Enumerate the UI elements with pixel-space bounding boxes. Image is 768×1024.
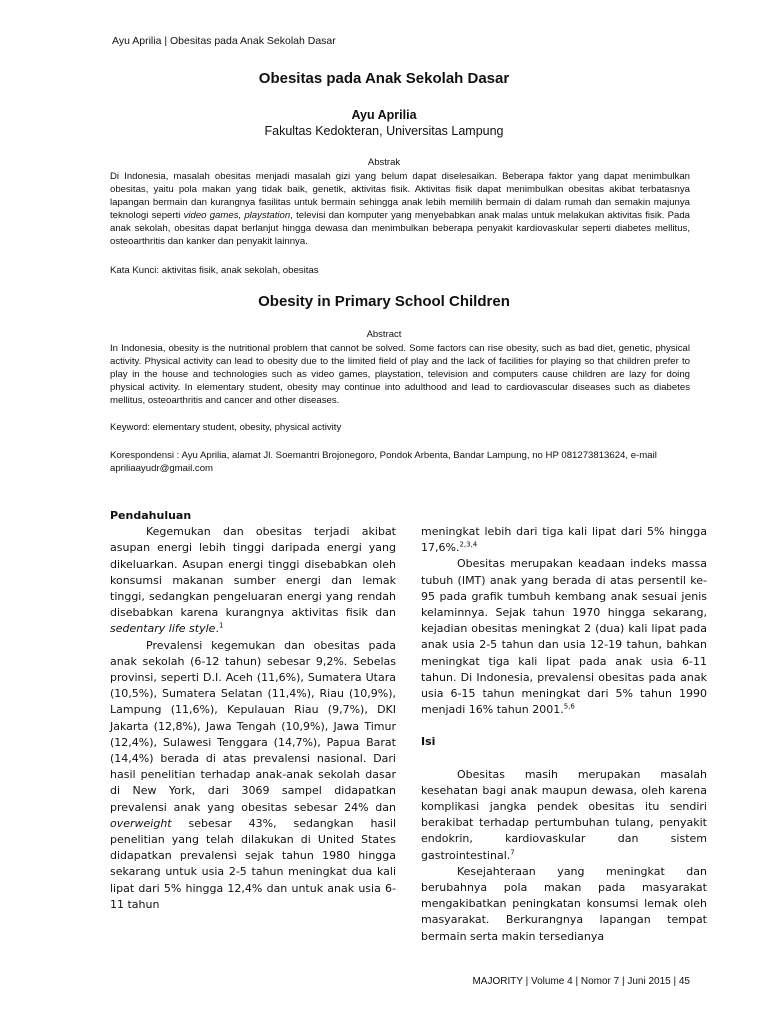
abstrak-part2: , televisi dan komputer yang menyebabkan anak malas untuk melakukan aktivitas fisik. Pada anak sekolah, obesitas dapat berlanjut hingga dewasa dan menimbulkan beberapa penyakit kardiovaskular seperti diabetes mellitus, osteoarthritis dan kanker dan penyakit lainnya. xyxy=(110,210,691,247)
keywords: Keyword: elementary student, obesity, physical activity xyxy=(110,422,342,433)
paper-title-id: Obesitas pada Anak Sekolah Dasar xyxy=(258,70,510,87)
italic-span: sedentary life style xyxy=(110,622,216,636)
text-span: . xyxy=(215,622,219,636)
section-heading-pendahuluan: Pendahuluan xyxy=(110,509,192,522)
citation: 5,6 xyxy=(563,702,575,711)
abstrak-text xyxy=(110,170,690,248)
kata-kunci: Kata Kunci: aktivitas fisik, anak sekolah, obesitas xyxy=(110,265,319,276)
author-name: Ayu Aprilia xyxy=(351,108,417,122)
correspondence: Korespondensi : Ayu Aprilia, alamat Jl. Soemantri Brojonegoro, Pondok Arbenta, Bandar Lampung, no HP 081273813624, e-mail apriliaayudr@gmail.com xyxy=(110,450,657,474)
paragraph xyxy=(421,767,707,864)
text-span: Obesitas merupakan keadaan indeks massa tubuh (IMT) anak yang berada di atas persentil ke-95 pada grafik tumbuh kembang anak sesuai jenis kelaminnya. Sejak tahun 1970 hingga sekarang, kejadian obesitas meningkat 2 (dua) kali lipat pada anak usia 2-5 tahun dan usia 12-19 tahun, bahkan meningkat tiga kali lipat pada anak usia 6-11 tahun. Di Indonesia, prevalensi obesitas pada anak usia 6-15 tahun meningkat dari 5% tahun 1990 menjadi 16% tahun 2001. xyxy=(421,557,707,717)
section-heading-isi: Isi xyxy=(421,735,436,749)
citation: 1 xyxy=(218,621,224,630)
text-span: sebesar 43%, sedangkan hasil penelitian yang telah dilakukan di United States didapatkan prevalensi sejak tahun 1980 hingga sekarang untuk usia 2-5 tahun meningkat dua kali lipat dari 5% hingga 12,4% dan untuk anak usia 6-11 tahun xyxy=(110,816,396,911)
text-span: Kesejahteraan yang meningkat dan berubahnya pola makan pada masyarakat mengakibatkan peningkatan konsumsi lemak oleh masyarakat. Berkurangnya lapangan tempat bermain serta makin tersedianya xyxy=(421,864,707,943)
paragraph xyxy=(421,864,707,945)
text-span: Kegemukan dan obesitas terjadi akibat asupan energi lebih tinggi daripada energi yang dikeluarkan. Asupan energi tinggi disebabkan oleh konsumsi makanan sumber energi dan lemak tinggi, sedangkan pengeluaran energi yang rendah disebabkan karena kurangnya aktivitas fisik dan xyxy=(110,525,396,620)
abstract-label: Abstract xyxy=(366,329,402,340)
paper-title-en: Obesity in Primary School Children xyxy=(258,293,510,310)
abstrak-label: Abstrak xyxy=(367,157,401,168)
page-footer: MAJORITY | Volume 4 | Nomor 7 | Juni 2015 | 45 xyxy=(472,976,690,987)
right-column xyxy=(421,524,707,945)
spacer xyxy=(421,718,707,734)
running-head: Ayu Aprilia | Obesitas pada Anak Sekolah Dasar xyxy=(112,35,336,47)
abstract-text: In Indonesia, obesity is the nutritional problem that cannot be solved. Some factors can rise obesity, such as bad diet, genetic, physical activity. Physical activity can lead to obesity due to the limited field of play and the lack of facilities for playing so that children prefer to play in the house and technologies such as video games, playstation, television and computers cause children are lazy for doing physical activity. In elementary student, obesity may continue into adulthood and lead to cardiovascular diseases such as diabetes mellitus, osteoarthritis and cancer and other diseases. xyxy=(110,343,690,406)
author-affiliation: Fakultas Kedokteran, Universitas Lampung xyxy=(264,124,504,138)
paragraph xyxy=(110,638,396,913)
text-span: Obesitas masih merupakan masalah kesehatan bagi anak maupun dewasa, oleh karena komplikasi jangka pendek obesitas itu sendiri berakibat terhadap pertumbuhan tulang, penyakit endokrin, kardiovaskular dan sistem gastrointestinal. xyxy=(421,767,707,862)
abstrak-part1: Di Indonesia, masalah obesitas menjadi masalah gizi yang belum dapat diselesaikan. Beberapa faktor yang dapat menimbulkan obesitas, yaitu pola makan yang tidak baik, genetik, aktivitas fisik. Aktivitas fisik dapat menimbulkan obesitas akibat terbatasnya lapangan bermain dan kurangnya fasilitas untuk bermain sehingga anak lebih memilih bermain di dalam rumah dan semakin majunya teknologi seperti xyxy=(110,171,690,221)
left-column xyxy=(110,508,396,913)
citation: 7 xyxy=(510,848,515,856)
italic-span: overweight xyxy=(110,816,172,830)
citation: 2,3,4 xyxy=(459,540,478,549)
paragraph xyxy=(110,524,396,637)
paragraph xyxy=(421,524,707,556)
spacer xyxy=(421,751,707,767)
text-span: Prevalensi kegemukan dan obesitas pada anak sekolah (6-12 tahun) sebesar 9,2%. Sebelas provinsi, seperti D.I. Aceh (11,6%), Sumatera Utara (10,5%), Sumatera Selatan (11,4%), Riau (10,9%), Lampung (11,6%), Kepulauan Riau (9,7%), DKI Jakarta (12,8%), Jawa Tengah (10,9%), Jawa Timur (12,4%), Sulawesi Tenggara (14,7%), Papua Barat (14,4%) berada di atas prevalensi nasional. Dari hasil penelitian terhadap anak-anak sekolah dasar di New York, dari 3069 sampel didapatkan prevalensi anak yang obesitas sebesar 24% dan xyxy=(110,638,396,814)
text-span: meningkat lebih dari tiga kali lipat dari 5% hingga 17,6%. xyxy=(421,525,707,555)
abstrak-italic: video games, playstation xyxy=(183,210,291,221)
paragraph xyxy=(421,556,707,718)
